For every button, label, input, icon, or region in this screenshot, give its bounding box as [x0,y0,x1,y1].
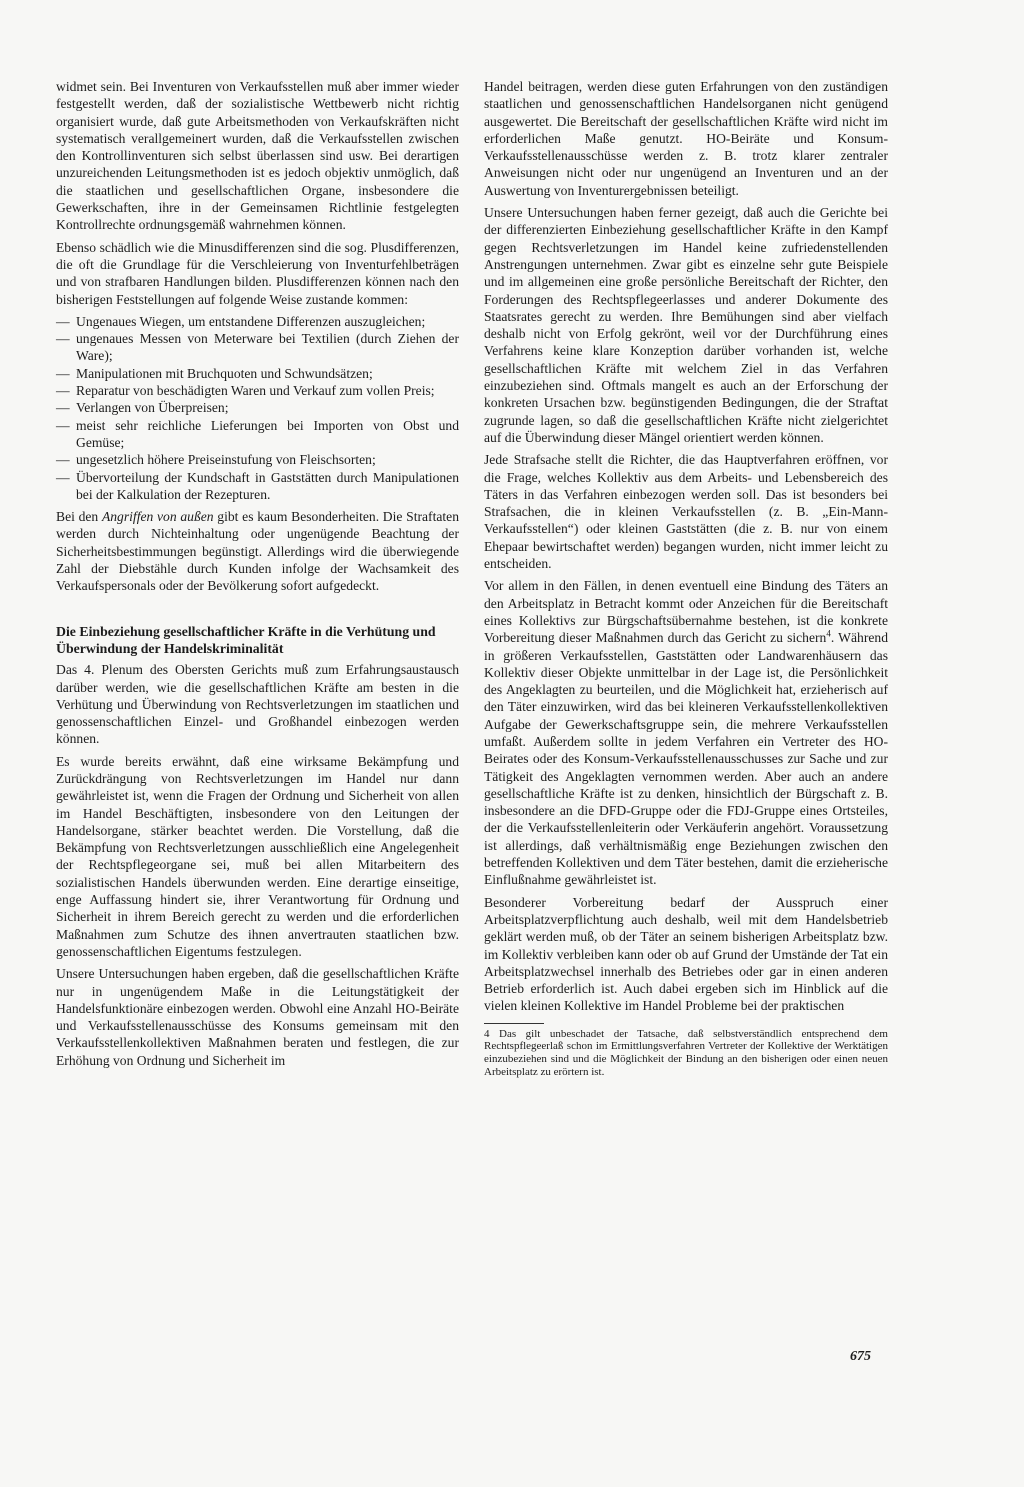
footnote: 4 Das gilt unbeschadet der Tatsache, daß selbstverständlich entsprechend dem Rechtspflegeerlaß schon im Ermittlungsverfahren Vertreter der Kollektive der Werktätigen einzubeziehen sind und die Möglichkeit der Bindung an den bisherigen oder einen neuen Arbeitsplatz zu erörtern ist. [484,1027,888,1078]
list-item: — Verlangen von Überpreisen; [56,399,459,416]
emphasis: Angriffen von außen [101,509,214,525]
paragraph: widmet sein. Bei Inventuren von Verkaufsstellen muß aber immer wieder festgestellt werden, daß der sozialistische Wettbewerb nicht richtig organisiert wurde, daß gute Arbeitsmethoden von Verkaufskräften nicht systematisch verallgemeinert wurden, daß die Verkaufsstellen zwischen den Kontrollinventuren sich selbst überlassen sind usw. Bei derartigen unzureichenden Leitungsmethoden ist es jedoch objektiv unmöglich, daß die staatlichen und gesellschaftlichen Organe, insbesondere die Gewerkschaften, ihre in der Gemeinsamen Richtlinie festgelegten Kontrollrechte ordnungsgemäß wahrnehmen können. [56,79,459,233]
left-column [56,78,459,1074]
paragraph [484,577,888,888]
text-run: . Während in größeren Verkaufsstellen, Gaststätten oder Landwarenhäusern das Kollektiv dieser Objekte unmittelbar in der Lage ist, die Persönlichkeit des Angeklagten zu beurteilen, und die Möglichkeit hat, erzieherisch auf den Täter einzuwirken, wird das bei kleineren Verkaufsstellenkollektiven Aufgabe der Gewerkschaftsgruppe sein, die mehrere Verkaufsstellen umfaßt. Außerdem sollte in jedem Verfahren ein Vertreter des HO-Beirates oder des Konsum-Verkaufsstellenausschusses zur Sache und zur Tätigkeit des Angeklagten vernommen werden. Aber auch an andere gesellschaftliche Kräfte ist zu denken, hinsichtlich der Bürgschaft z. B. insbesondere an die DFD-Gruppe oder die FDJ-Gruppe eines Ortsteiles, der die Verkaufsstellenleiterin oder Verkäuferin angehört. Voraussetzung ist allerdings, daß verhältnismäßig enge Beziehungen zwischen den betreffenden Kollektiven und dem Täter bestehen, damit die erzieherische Einflußnahme gewährleistet ist. [484,630,888,888]
list-item: — ungenaues Messen von Meterware bei Textilien (durch Ziehen der Ware); [56,330,459,365]
text-run: Vor allem in den Fällen, in denen eventuell eine Bindung des Täters an den Arbeitsplatz in Betracht kommt oder Anzeichen für die Bereitschaft eines Kollektivs zur Bürgschaftsübernahme bestehen, ist die konkrete Vorbereitung dieser Maßnahmen durch das Gericht zu sichern [484,578,888,646]
paragraph: Handel beitragen, werden diese guten Erfahrungen von den zuständigen staatlichen und genossenschaftlichen Handelsorganen nicht genügend ausgewertet. Die Bereitschaft der gesellschaftlichen Kräfte wird nicht im erforderlichen Maße genutzt. HO-Beiräte und Konsum-Verkaufsstellenausschüsse werden z. B. trotz klarer zentraler Anweisungen nicht oder nur ungenügend an Inventuren und an der Auswertung von Inventurergebnissen beteiligt. [484,79,888,198]
paragraph [56,508,459,594]
paragraph: Jede Strafsache stellt die Richter, die das Hauptverfahren eröffnen, vor die Frage, welches Kollektiv aus dem Arbeits- und Lebensbereich des Täters in das Verfahren einbezogen werden soll. Das ist besonders bei Strafsachen, die in kleinen Verkaufsstellen (z. B. „Ein-Mann-Verkaufsstellen“) oder kleinen Gaststätten (die z. B. nur von einem Ehepaar bewirtschaftet werden) begangen wurden, nicht immer leicht zu entscheiden. [484,452,888,572]
list-item: — meist sehr reichliche Lieferungen bei Importen von Obst und Gemüse; [56,417,459,452]
footnote-reference: 4 [826,628,831,639]
footnote-divider [484,1023,544,1024]
paragraph: Unsere Untersuchungen haben ferner gezeigt, daß auch die Gerichte bei der differenzierten Einbeziehung gesellschaftlicher Kräfte in den Kampf gegen Rechtsverletzungen im Handel keine zufriedenstellenden Anstrengungen unternehmen. Zwar gibt es einzelne sehr gute Beispiele und im allgemeinen eine große persönliche Bereitschaft der Richter, den Forderungen des Rechtspflegeerlasses und anderer Dokumente des Staatsrates gerecht zu werden. Ihre Bemühungen sind aber vielfach deshalb nicht von Erfolg gekrönt, weil vor der Durchführung eines Verfahrens keine klare Konzeption darüber vorhanden ist, welche gesellschaftlichen Kräfte mit welchem Ziel in das Verfahren einzubeziehen sind. Oftmals mangelt es auch an der Erforschung der konkreten Ursachen bzw. begünstigenden Bedingungen, die der Straftat zugrunde lagen, so daß die gesellschaftlichen Kräfte nicht zielgerichtet auf die Überwindung dieser Mängel orientiert werden können. [484,205,888,445]
bullet-list [56,313,459,503]
list-item: — Ungenaues Wiegen, um entstandene Differenzen auszugleichen; [56,313,459,330]
paragraph: Es wurde bereits erwähnt, daß eine wirksame Bekämpfung und Zurückdrängung von Rechtsverletzungen im Handel nur dann gewährleistet ist, wenn die Fragen der Ordnung und Sicherheit von allen im Handel Beschäftigten, insbesondere von den Leitungen der Handelsorgane, stärker beachtet werden. Die Vorstellung, daß die Bekämpfung von Rechtsverletzungen ausschließlich eine Angelegenheit der Rechtspflegeorgane sei, muß bei allen Mitarbeitern des sozialistischen Handels überwunden werden. Eine derartige einseitige, enge Auffassung hindert sie, ihrer Verantwortung für Ordnung und Sicherheit in ihrem Bereich gerecht zu werden und die erforderlichen Maßnahmen zum Schutze des ihnen anvertrauten staatlichen bzw. genossenschaftlichen Eigentums festzulegen. [56,753,459,959]
section-heading: Die Einbeziehung gesellschaftlicher Kräfte in die Verhütung und Überwindung der Handelskriminalität [56,623,436,656]
list-item: — Manipulationen mit Bruchquoten und Schwundsätzen; [56,365,459,382]
list-item: — Übervorteilung der Kundschaft in Gaststätten durch Manipulationen bei der Kalkulation der Rezepturen. [56,469,459,504]
page-number: 675 [850,1349,871,1364]
list-item: — ungesetzlich höhere Preiseinstufung von Fleischsorten; [56,451,459,468]
text-run: gibt es kaum Besonderheiten. Die Straftaten werden durch Nichteinhaltung oder ungenügende Beachtung der Sicherheitsbestimmungen begünstigt. Allerdings wird die überwiegende Zahl der Diebstähle durch Kunden infolge der Wachsamkeit des Verkaufspersonals oder der Bevölkerung sofort aufgedeckt. [56,509,459,594]
paragraph: Unsere Untersuchungen haben ergeben, daß die gesellschaftlichen Kräfte nur in ungenügendem Maße in die Leitungstätigkeit der Handelsfunktionäre einbezogen werden. Obwohl eine Anzahl HO-Beiräte und Verkaufsstellenausschüsse des Konsums gemeinsam mit den Verkaufsstellenkollektiven Maßnahmen beraten und festlegen, die zur Erhöhung von Ordnung und Sicherheit im [56,966,459,1068]
list-item: — Reparatur von beschädigten Waren und Verkauf zum vollen Preis; [56,382,459,399]
paragraph: Das 4. Plenum des Obersten Gerichts muß zum Erfahrungsaustausch darüber werden, wie die gesellschaftlichen Kräfte am besten in die Verhütung und Überwindung von Rechtsverletzungen im staatlichen und genossenschaftlichen Einzel- und Großhandel einbezogen werden können. [56,662,459,747]
paragraph: Besonderer Vorbereitung bedarf der Ausspruch einer Arbeitsplatzverpflichtung auch deshalb, weil mit dem Handelsbetrieb geklärt werden muß, ob der Täter an seinem bisherigen Arbeitsplatz bzw. im Kollektiv verbleiben kann oder ob auf Grund der Umstände der Tat ein Arbeitsplatzwechsel innerhalb des Betriebes oder gar in einen anderen Betrieb erforderlich ist. Auch dabei ergeben sich im Hinblick auf die vielen kleinen Kollektive im Handel Probleme bei der praktischen [484,894,888,1014]
right-column [484,78,888,1084]
paragraph: Ebenso schädlich wie die Minusdifferenzen sind die sog. Plusdifferenzen, die oft die Grundlage für die Verschleierung von Inventurfehlbeträgen und von strafbaren Handlungen bilden. Plusdifferenzen können nach den bisherigen Feststellungen auf folgende Weise zustande kommen: [56,239,459,307]
text-run: Bei den [56,509,102,525]
